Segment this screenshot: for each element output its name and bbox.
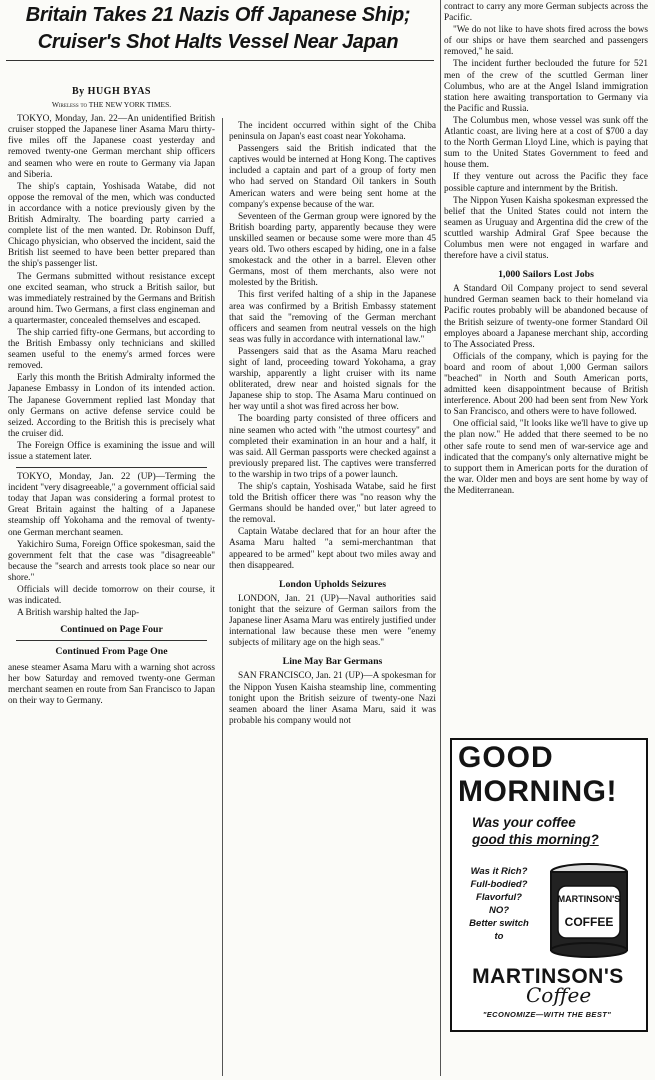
article-paragraph: The Nippon Yusen Kaisha spokesman expressed the belief that the United States could not intern the seamen as Uruguay and Argentina did the crew of the scuttled warship Admiral Graf Spee because the Columbus men were not engaged in warfare and therefore have a civil status. xyxy=(444,195,648,262)
article-paragraph: The ship's captain, Yoshisada Watabe, did not oppose the removal of the men, which was conducted in accordance with a notice previously given by the British Admiralty. The boarding party carried a complete list of the men wanted. Dr. Robinson Duff, Chicago physician, who observed the incident, said the British list seemed to have been better prepared than the ship's passenger list. xyxy=(8,181,215,270)
article-paragraph: The boarding party consisted of three officers and nine seamen who acted with "the utmost courtesy" and completed their examination in an hour and a half, it was said. All German passports were checked against a previously prepared list. The captives were transferred to the warship in two trips of a power launch. xyxy=(229,414,436,480)
can-brand-text: MARTINSON'S xyxy=(557,894,621,904)
coffee-can-icon xyxy=(544,862,634,958)
article-paragraph: The Germans submitted without resistance except one excited seaman, who struck a British sailor, but was immediately restrained by the Germans and British around him. Two Germans, a first class engineman and a quartermaster, concealed themselves and escaped. xyxy=(8,271,215,326)
article-paragraph: The incident further beclouded the future for 521 men of the crew of the scuttled German liner Columbus, who are at the Angel Island immigration station here awaiting transportation to Germany via the Pacific and Russia. xyxy=(444,59,648,114)
article-paragraph: Yakichiro Suma, Foreign Office spokesman, said the government felt that the case was "disagreeable" because the "search and arrests took place so near our shore." xyxy=(8,539,215,583)
article-paragraph: contract to carry any more German subjects across the Pacific. xyxy=(444,2,648,24)
ad-slogan: "ECONOMIZE—WITH THE BEST" xyxy=(482,1010,612,1019)
ad-brand-name: MARTINSON'S xyxy=(472,965,624,988)
article-paragraph: This first verifed halting of a ship in the Japanese area was confirmed by a British Embassy statement that said the "removing of the German merchant officers and seamen from neutral vessels on the high seas was fully in accordance with international law." xyxy=(229,290,436,345)
column-divider xyxy=(440,0,441,1076)
article-paragraph: The Foreign Office is examining the issue and will issue a statement later. xyxy=(8,440,215,462)
ad-question-1: Was your coffee xyxy=(472,815,576,830)
ad-list-item: Flavorful? xyxy=(476,892,522,903)
headline xyxy=(8,2,428,56)
ad-list-item: NO? xyxy=(488,905,510,916)
article-paragraph: Passengers said that as the Asama Maru reached sight of land, proceeding toward Yokohama, a gray warship, apparently a light cruiser with its name obliterated, drew near and hoisted signals for the Japanese ship to stop. The Asama Maru continued on her way until a shot was fired across her bow. xyxy=(229,346,436,413)
headline-rule xyxy=(6,60,434,61)
continuation-rule xyxy=(16,640,207,641)
headline-line-1: Britain Takes 21 Nazis Off Japanese Ship; xyxy=(25,4,411,26)
article-paragraph: The ship carried fifty-one Germans, but according to the British Embassy only technicians and skilled seamen useful to the enemy's armed forces were removed. xyxy=(8,327,215,372)
subhead-sailors: 1,000 Sailors Lost Jobs xyxy=(498,269,594,281)
wireless-credit: Wireless to THE NEW YORK TIMES. xyxy=(51,100,172,110)
article-paragraph: Passengers said the British indicated that the captives would be interned at Hong Kong. The captives included a captain and part of a group of forty men who had served on Standard Oil tankers in South American waters and were being sent home at the company's expense because of the war. xyxy=(229,144,436,210)
article-paragraph: The Columbus men, whose vessel was sunk off the Atlantic coast, are living here at a cost of $700 a day to the North German Lloyd Line, which is paying that sum to the United States Government to feed and house them. xyxy=(444,115,648,171)
ad-list-item: Was it Rich? xyxy=(470,866,528,877)
article-paragraph: Early this month the British Admiralty informed the Japanese Embassy in London of its intended action. The Japanese Government replied last Monday that only Germans on active defense service could be seized. According to the British this is precisely what the cruiser did. xyxy=(8,373,215,439)
headline-line-2: Cruiser's Shot Halts Vessel Near Japan xyxy=(37,31,399,53)
byline: By HUGH BYAS xyxy=(72,86,151,97)
section-rule xyxy=(16,467,207,468)
article-paragraph: Captain Watabe declared that for an hour after the Asama Maru halted "a semi-merchantman that appeared to be armed" kept about two miles away and then disappeared. xyxy=(229,527,436,571)
article-paragraph: TOKYO, Monday, Jan. 22 (UP)—Terming the incident "very disagreeable," a government official said today that Japan was considering a formal protest to Great Britain against the halting of a Japanese steamship off Yokohama and the removal of twenty-one German merchant seamen. xyxy=(8,472,215,538)
ad-headline-good: GOOD xyxy=(458,741,554,774)
continued-from-label: Continued From Page One xyxy=(55,646,168,658)
article-paragraph: SAN FRANCISCO, Jan. 21 (UP)—A spokesman for the Nippon Yusen Kaisha steamship line, commenting tonight upon the British seizure of twenty-one Nazi seamen aboard the liner Asama Maru, said it was probable his company would not xyxy=(229,671,436,726)
article-paragraph: LONDON, Jan. 21 (UP)—Naval authorities said tonight that the seizure of German sailors from the Japanese liner Asama Maru was entirely justified under international law because these men were "enemy subjects of military age on the high seas." xyxy=(229,593,436,649)
ad-question-2: good this morning? xyxy=(472,832,599,847)
article-paragraph: Officials will decide tomorrow on their course, it was indicated. xyxy=(8,585,215,607)
column-2 xyxy=(229,121,436,1076)
ad-headline-morning: MORNING! xyxy=(458,775,617,808)
column-divider xyxy=(222,118,223,1076)
article-paragraph: A Standard Oil Company project to send several hundred German seamen back to their homeland via Pacific routes probably will be abandoned because of the British seizure of twenty-one former Standard Oil employes aboard a Japanese merchant ship, according to The Associated Press. xyxy=(444,284,648,350)
subhead-line-germans: Line May Bar Germans xyxy=(282,656,383,668)
article-paragraph: The ship's captain, Yoshisada Watabe, said he first told the British officer there was "no reason why the Germans should be handed over," but later agreed to the removal. xyxy=(229,482,436,526)
article-paragraph: One official said, "It looks like we'll have to give up the plan now." He added that there seemed to be no other safe route to send men of war-service age and indicated that the company's only alternative might be to support them in American ports for the duration of the war. Older men and boys are sent home by way of the Mediterranean. xyxy=(444,419,648,496)
column-3 xyxy=(444,2,648,720)
continued-on-label: Continued on Page Four xyxy=(60,624,163,636)
subhead-london: London Upholds Seizures xyxy=(278,578,387,590)
ad-checklist xyxy=(458,865,540,943)
ad-list-item: Full-bodied? xyxy=(470,879,528,890)
article-paragraph: The incident occurred within sight of the Chiba peninsula on Japan's east coast near Yokohama. xyxy=(229,121,436,143)
ad-coffee-script: Coffee xyxy=(526,983,592,1007)
column-1 xyxy=(8,84,215,1076)
article-paragraph: If they venture out across the Pacific they face possible capture and internment by the British. xyxy=(444,172,648,194)
coffee-advertisement xyxy=(450,738,648,1032)
article-paragraph: anese steamer Asama Maru with a warning shot across her bow Saturday and removed twenty-one German merchant seamen en route from San Francisco to Japan on their way to Germany. xyxy=(8,662,215,706)
ad-list-item: to xyxy=(494,931,504,942)
article-paragraph: A British warship halted the Jap- xyxy=(17,608,140,619)
can-label-text: COFFEE xyxy=(564,915,614,929)
article-paragraph: Seventeen of the German group were ignored by the British boarding party, apparently because they were unskilled seamen or because some were more than 45 years old. Two others escaped by hiding, one in a false smokestack and the other in a barrel. Eleven other Germans, most of them merchants, also were not molested by the British. xyxy=(229,211,436,289)
article-paragraph: "We do not like to have shots fired across the bows of our ships or have them searched and passengers removed," he said. xyxy=(444,25,648,58)
ad-list-item: Better switch xyxy=(469,918,529,929)
article-paragraph: TOKYO, Monday, Jan. 22—An unidentified British cruiser stopped the Japanese liner Asama Maru thirty-five miles off the Japanese coast yesterday and removed twenty-one German merchant ship officers and seamen who were en route to Germany via Japan and Siberia. xyxy=(8,114,215,180)
article-paragraph: Officials of the company, which is paying for the board and room of about 1,000 German sailors "beached" in North and South American ports, admitted keen disappointment because of British interference. About 200 had been sent from New York to San Francisco, and others were to have followed. xyxy=(444,351,648,418)
